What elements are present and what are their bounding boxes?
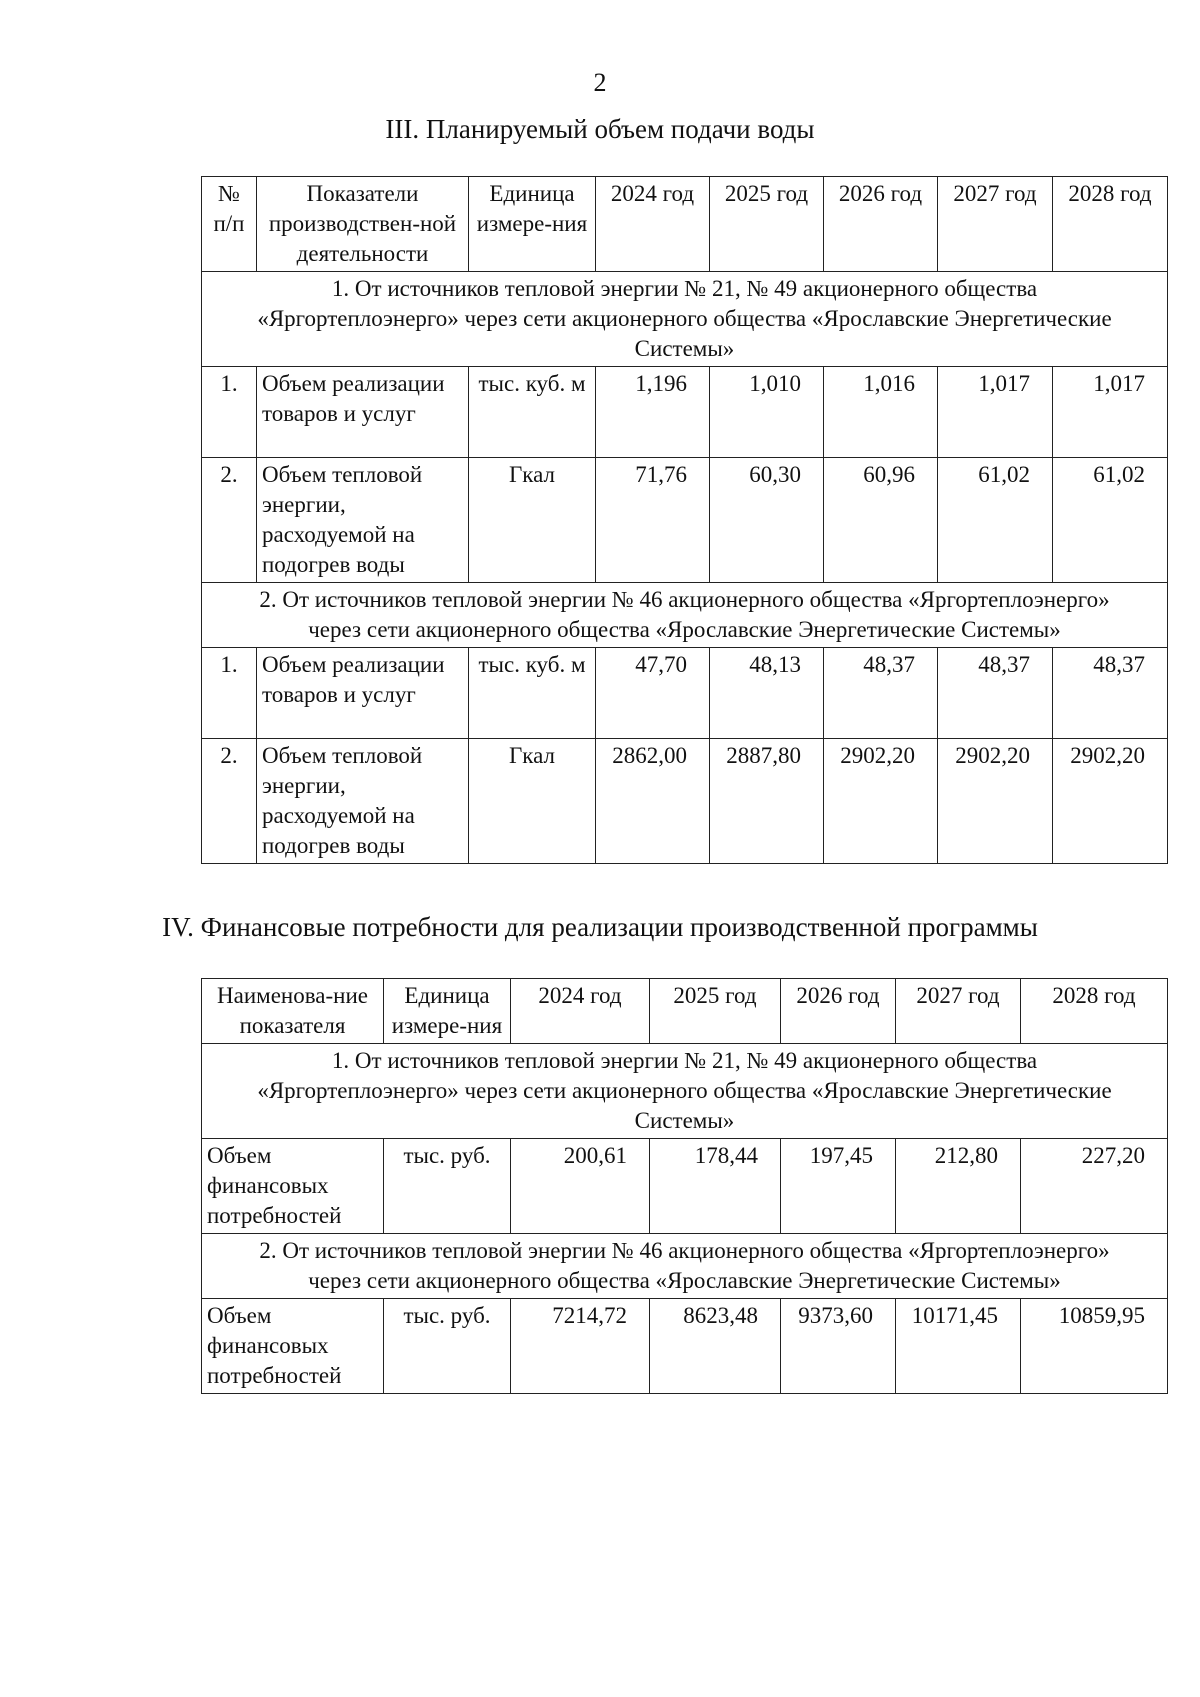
col-header: Наименова-ние показателя: [202, 979, 384, 1044]
col-header: 2026 год: [824, 177, 938, 272]
group-title: 2. От источников тепловой энергии № 46 акционерного общества «Яргортеплоэнерго» через сети акционерного общества «Ярославские Энергетические Системы»: [202, 1234, 1168, 1299]
value-cell: 1,017: [938, 367, 1053, 458]
col-header: 2028 год: [1053, 177, 1168, 272]
col-header: 2027 год: [938, 177, 1053, 272]
value-cell: 1,017: [1053, 367, 1168, 458]
value-cell: 1,016: [824, 367, 938, 458]
value-cell: 48,37: [824, 648, 938, 739]
value-cell: 48,37: [1053, 648, 1168, 739]
value-cell: 61,02: [938, 458, 1053, 583]
col-header: 2024 год: [511, 979, 650, 1044]
col-header: 2028 год: [1021, 979, 1168, 1044]
group-row: [202, 583, 1168, 648]
value-cell: 200,61: [511, 1139, 650, 1234]
indicator-name: Объем финансовых потребностей: [202, 1139, 384, 1234]
value-cell: 1,196: [596, 367, 710, 458]
section-4-title: IV. Финансовые потребности для реализации производственной программы: [162, 912, 1038, 942]
value-cell: 7214,72: [511, 1299, 650, 1394]
group-title: 1. От источников тепловой энергии № 21, № 49 акционерного общества «Яргортеплоэнерго» через сети акционерного общества «Ярославские Энергетические Системы»: [202, 272, 1168, 367]
col-header: 2025 год: [650, 979, 781, 1044]
value-cell: 2902,20: [824, 739, 938, 864]
value-cell: 2887,80: [710, 739, 824, 864]
indicator-name: Объем финансовых потребностей: [202, 1299, 384, 1394]
col-header: Единица измере-ния: [384, 979, 511, 1044]
table-row: [202, 739, 1168, 864]
water-supply-table: [201, 176, 1168, 864]
group-title: 1. От источников тепловой энергии № 21, № 49 акционерного общества «Яргортеплоэнерго» через сети акционерного общества «Ярославские Энергетические Системы»: [202, 1044, 1168, 1139]
value-cell: 212,80: [896, 1139, 1021, 1234]
value-cell: 10171,45: [896, 1299, 1021, 1394]
group-row: [202, 1234, 1168, 1299]
value-cell: 60,96: [824, 458, 938, 583]
value-cell: 48,13: [710, 648, 824, 739]
col-header: 2024 год: [596, 177, 710, 272]
financial-needs-table: [201, 978, 1168, 1394]
value-cell: 2902,20: [938, 739, 1053, 864]
group-title: 2. От источников тепловой энергии № 46 акционерного общества «Яргортеплоэнерго» через сети акционерного общества «Ярославские Энергетические Системы»: [202, 583, 1168, 648]
unit: тыс. руб.: [384, 1299, 511, 1394]
col-header: Единица измере-ния: [469, 177, 596, 272]
value-cell: 2862,00: [596, 739, 710, 864]
col-header: № п/п: [202, 177, 257, 272]
table-row: [202, 648, 1168, 739]
value-cell: 48,37: [938, 648, 1053, 739]
col-header: Показатели производствен-ной деятельности: [257, 177, 469, 272]
table-row: [202, 367, 1168, 458]
indicator-name: Объем тепловой энергии, расходуемой на подогрев воды: [257, 458, 469, 583]
value-cell: 61,02: [1053, 458, 1168, 583]
row-number: 2.: [202, 458, 257, 583]
row-number: 1.: [202, 367, 257, 458]
unit: Гкал: [469, 739, 596, 864]
value-cell: 8623,48: [650, 1299, 781, 1394]
unit: Гкал: [469, 458, 596, 583]
col-header: 2026 год: [781, 979, 896, 1044]
table-header-row: [202, 177, 1168, 272]
indicator-name: Объем реализации товаров и услуг: [257, 648, 469, 739]
value-cell: 227,20: [1021, 1139, 1168, 1234]
value-cell: 60,30: [710, 458, 824, 583]
unit: тыс. куб. м: [469, 648, 596, 739]
table-row: [202, 1139, 1168, 1234]
col-header: 2027 год: [896, 979, 1021, 1044]
row-number: 1.: [202, 648, 257, 739]
value-cell: 1,010: [710, 367, 824, 458]
value-cell: 47,70: [596, 648, 710, 739]
indicator-name: Объем тепловой энергии, расходуемой на подогрев воды: [257, 739, 469, 864]
unit: тыс. руб.: [384, 1139, 511, 1234]
row-number: 2.: [202, 739, 257, 864]
table-row: [202, 458, 1168, 583]
col-header: 2025 год: [710, 177, 824, 272]
group-row: [202, 272, 1168, 367]
value-cell: 10859,95: [1021, 1299, 1168, 1394]
table-row: [202, 1299, 1168, 1394]
value-cell: 197,45: [781, 1139, 896, 1234]
unit: тыс. куб. м: [469, 367, 596, 458]
page-number: 2: [593, 68, 607, 97]
value-cell: 178,44: [650, 1139, 781, 1234]
indicator-name: Объем реализации товаров и услуг: [257, 367, 469, 458]
section-3-title: III. Планируемый объем подачи воды: [385, 114, 815, 144]
group-row: [202, 1044, 1168, 1139]
value-cell: 9373,60: [781, 1299, 896, 1394]
value-cell: 71,76: [596, 458, 710, 583]
value-cell: 2902,20: [1053, 739, 1168, 864]
table-header-row: [202, 979, 1168, 1044]
